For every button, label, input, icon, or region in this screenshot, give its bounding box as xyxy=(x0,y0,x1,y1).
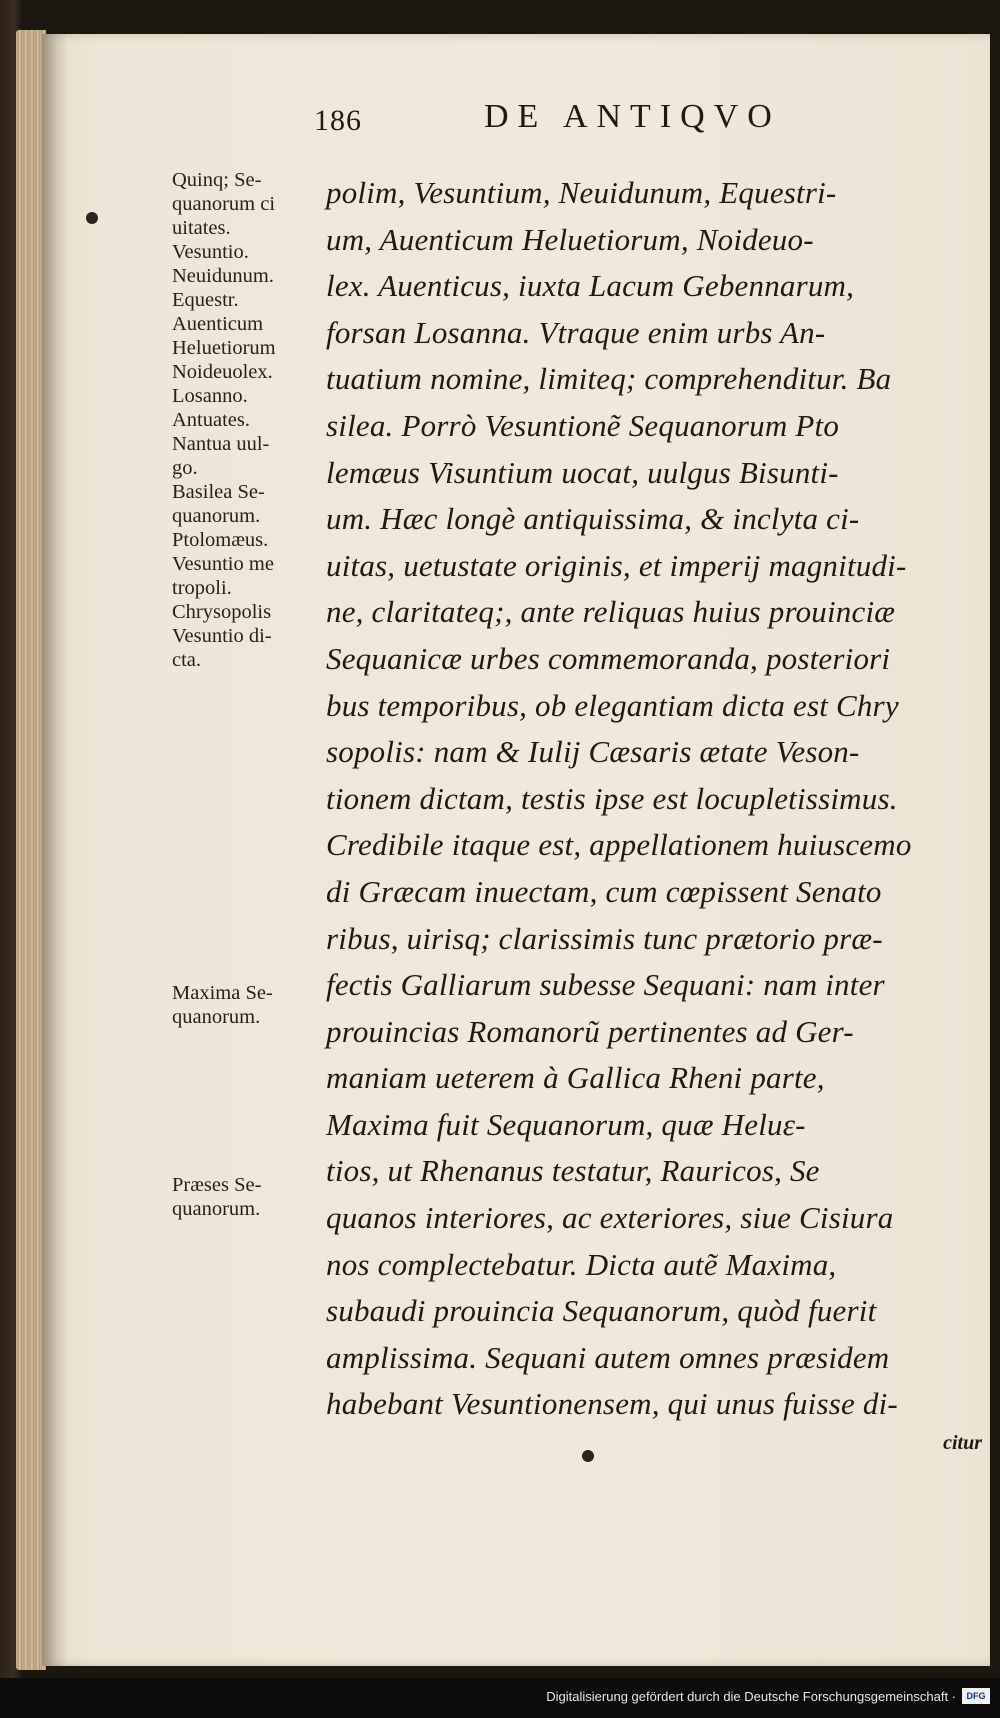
margin-note: Nantua uul- xyxy=(172,433,270,455)
margin-note: quanorum. xyxy=(172,1198,261,1220)
margin-note: tropoli. xyxy=(172,577,232,599)
margin-note: quanorum. xyxy=(172,1006,261,1028)
margin-note: Chrysopolis xyxy=(172,601,272,623)
text-line: habebant Vesuntionensem, qui unus fuisse di- xyxy=(326,1386,898,1422)
margin-note: Auenticum xyxy=(172,313,264,335)
digitization-footer xyxy=(0,1678,1000,1718)
text-line: sopolis: nam & Iulij Cæsaris ætate Veson- xyxy=(326,734,860,770)
margin-note: quanorum ci xyxy=(172,193,276,215)
text-line: nos complectebatur. Dicta autẽ Maxima, xyxy=(326,1246,837,1282)
margin-note: Quinq; Se- xyxy=(172,169,262,191)
text-line: Credibile itaque est, appellationem huiuscemo xyxy=(326,827,912,863)
margin-note: Vesuntio di- xyxy=(172,625,272,647)
text-line: Sequanicæ urbes commemoranda, posteriori xyxy=(326,640,891,676)
margin-note: Noideuolex. xyxy=(172,361,273,383)
ink-spot xyxy=(582,1450,594,1462)
text-line: um. Hæc longè antiquissima, & inclyta ci- xyxy=(326,501,860,537)
text-line: forsan Losanna. Vtraque enim urbs An- xyxy=(326,314,826,350)
text-line: quanos interiores, ac exteriores, siue Cisiura xyxy=(326,1200,894,1236)
dfg-logo: DFG xyxy=(962,1688,990,1704)
margin-note: go. xyxy=(172,457,198,479)
funding-credit: Digitalisierung gefördert durch die Deutsche Forschungsgemeinschaft · xyxy=(546,1689,956,1704)
margin-note: Vesuntio me xyxy=(172,553,274,575)
book-page xyxy=(42,34,990,1666)
text-line: bus temporibus, ob elegantiam dicta est Chry xyxy=(326,687,899,723)
margin-note: Neuidunum. xyxy=(172,265,274,287)
text-line: silea. Porrò Vesuntionẽ Sequanorum Pto xyxy=(326,407,840,443)
text-line: prouincias Romanorũ pertinentes ad Ger- xyxy=(326,1013,854,1049)
text-line: uitas, uetustate originis, et imperij magnitudi- xyxy=(326,547,907,583)
text-line: lex. Auenticus, iuxta Lacum Gebennarum, xyxy=(326,268,855,304)
margin-note: Basilea Se- xyxy=(172,481,265,503)
margin-note: Losanno. xyxy=(172,385,248,407)
text-line: Maxima fuit Sequanorum, quæ Heluε- xyxy=(326,1106,806,1142)
margin-note: Heluetiorum xyxy=(172,337,276,359)
text-line: um, Auenticum Heluetiorum, Noideuo- xyxy=(326,221,814,257)
margin-note: cta. xyxy=(172,649,202,671)
text-line: tionem dictam, testis ipse est locupletissimus. xyxy=(326,780,898,816)
margin-note: Præses Se- xyxy=(172,1174,262,1196)
margin-note: Vesuntio. xyxy=(172,241,249,263)
text-line: di Græcam inuectam, cum cœpissent Senato xyxy=(326,873,882,909)
text-line: lemæus Visuntium uocat, uulgus Bisunti- xyxy=(326,454,839,490)
page-header xyxy=(42,96,990,146)
main-text xyxy=(326,146,986,1458)
margin-note: Antuates. xyxy=(172,409,250,431)
margin-note: uitates. xyxy=(172,217,231,239)
margin-note: Maxima Se- xyxy=(172,982,273,1004)
gutter-shadow xyxy=(42,34,68,1666)
running-head: DE ANTIQVO xyxy=(484,98,781,135)
text-line: tios, ut Rhenanus testatur, Rauricos, Se xyxy=(326,1153,820,1189)
margin-note: Ptolomæus. xyxy=(172,529,269,551)
text-line: polim, Vesuntium, Neuidunum, Equestri- xyxy=(326,175,837,210)
text-line: subaudi prouincia Sequanorum, quòd fuerit xyxy=(326,1293,877,1329)
ink-spot xyxy=(86,212,98,224)
text-line: maniam ueterem à Gallica Rheni parte, xyxy=(326,1060,825,1096)
text-line: ne, claritateq;, ante reliquas huius prouinciæ xyxy=(326,594,896,630)
page-number: 186 xyxy=(314,104,362,137)
text-line: amplissima. Sequani autem omnes præsidem xyxy=(326,1339,890,1375)
text-line: tuatium nomine, limiteq; comprehenditur. Ba xyxy=(326,361,892,397)
text-line: ribus, uirisq; clarissimis tunc prætorio præ- xyxy=(326,920,883,956)
margin-note: quanorum. xyxy=(172,505,261,527)
margin-note: Equestr. xyxy=(172,289,239,311)
catchword: citur xyxy=(943,1432,982,1455)
text-line: fectis Galliarum subesse Sequani: nam inter xyxy=(326,967,885,1003)
